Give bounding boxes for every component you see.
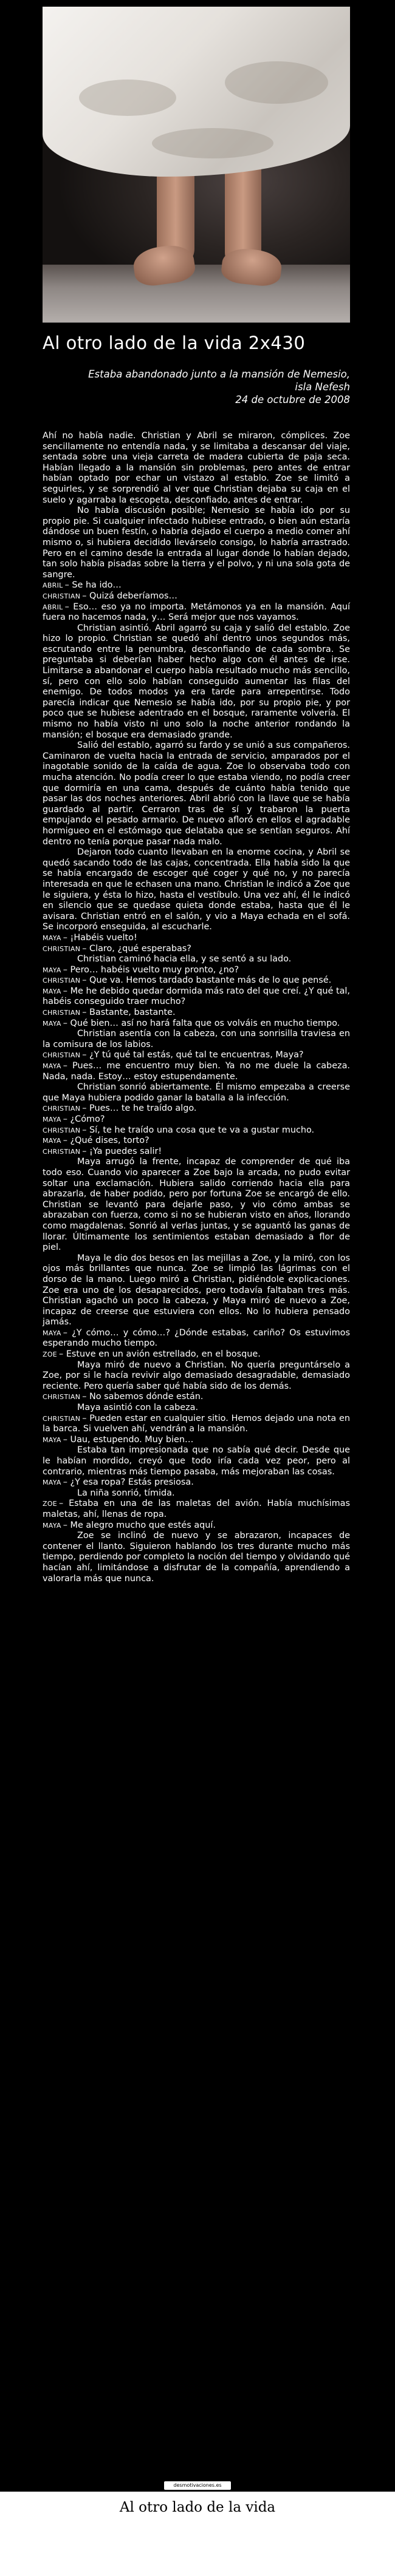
story-paragraph: MAYA – Me he debido quedar dormida más rato del que creí. ¿Y qué tal, habéis conseguido traer mucho? xyxy=(43,986,350,1007)
photo-dress xyxy=(43,7,350,177)
story-paragraph: MAYA – ¿Qué dises, torto? xyxy=(43,1136,149,1146)
paragraph-text: Maya le dio dos besos en las mejillas a Zoe, y la miró, con los ojos más brillantes que nunca. Zoe se limpió las lágrimas con el dorso de la mano. Luego miró a Christian, pidiéndole explicaciones. Zoe era uno de los desaparecidos, pero todavía faltaban tres más. Christian agachó un poco la cabeza, y Maya miró de nuevo a Zoe, incapaz de creerse que estuviera con ellos. No lo hubiera pensado jamás. xyxy=(43,1253,350,1327)
paragraph-text: Dejaron todo cuanto llevaban en la enorme cocina, y Abril se quedó sacando todo de las cajas, concentrada. Ella había sido la que se había encargado de escoger qué coger y qué no, y no parecía interesada en que le echasen una mano. Christian le indicó a Zoe que le siguiera, y ésta lo hizo, hasta el vestíbulo. Una vez ahí, él le indicó en silencio que se quedase quieta donde estaba, hasta que él le avisara. Christian entró en el salón, y vio a Maya echada en el sofá. Se incorporó enseguida, al escucharle. xyxy=(43,847,350,932)
story-paragraph: CHRISTIAN – No sabemos dónde están. xyxy=(43,1392,204,1402)
story-paragraph xyxy=(43,623,350,741)
story-paragraph: MAYA – Qué bien… así no hará falta que os volváis en mucho tiempo. xyxy=(43,1018,340,1028)
paragraph-text: Uau, estupendo. Muy bien… xyxy=(70,1434,194,1445)
story-paragraph: ZOE – Estuve en un avión estrellado, en el bosque. xyxy=(43,1349,261,1360)
paragraph-text: ¿Y tú qué tal estás, qué tal te encuentras, Maya? xyxy=(89,1050,304,1060)
paragraph-text: ¿Cómo? xyxy=(70,1114,105,1124)
paragraph-text: No sabemos dónde están. xyxy=(89,1392,204,1402)
paragraph-text: Pueden estar en cualquier sitio. Hemos dejado una nota en la barca. Si vuelven ahí, vendrán a la mansión. xyxy=(43,1413,350,1434)
speaker-label: MAYA xyxy=(43,1329,61,1337)
paragraph-text: ¡Ya puedes salir! xyxy=(89,1146,162,1156)
speaker-label: ZOE xyxy=(43,1351,58,1359)
paragraph-text: Quizá deberíamos… xyxy=(89,591,177,601)
story-paragraph: CHRISTIAN – Quizá deberíamos… xyxy=(43,591,177,601)
speaker-label: MAYA xyxy=(43,966,61,974)
story-paragraph: CHRISTIAN – ¿Y tú qué tal estás, qué tal te encuentras, Maya? xyxy=(43,1050,304,1060)
speaker-label: MAYA xyxy=(43,1137,61,1145)
paragraph-text: Me he debido quedar dormida más rato del que creí. ¿Y qué tal, habéis conseguido traer mucho? xyxy=(43,986,350,1007)
story-paragraph xyxy=(43,1082,350,1103)
paragraph-text: Maya arrugó la frente, incapaz de comprender de qué iba todo eso. Cuando vio aparecer a Zoe bajo la arcada, no pudo evitar soltar una exclamación. Hubiera salido corriendo hacia ella para abrazarla, de haber podido, pero por fortuna Zoe se encargó de ello. Christian se levantó para dejarle paso, y vio cómo ambas se abrazaban con fuerza, como si no se hubieran visto en años, llorando como magdalenas. Sonrió al verlas juntas, y se aguantó las ganas de llorar. Últimamente los sentimientos estaban demasiado a flor de piel. xyxy=(43,1157,350,1253)
story-paragraph: MAYA – ¡Habéis vuelto! xyxy=(43,932,137,943)
speaker-label: CHRISTIAN xyxy=(43,1393,81,1402)
paragraph-text: Christian sonrió abiertamente. Él mismo empezaba a creerse que Maya hubiera podido ganar la batalla a la infección. xyxy=(43,1082,350,1103)
poster-subtitle xyxy=(88,368,350,406)
story-paragraph: MAYA – Pero… habéis vuelto muy pronto, ¿no? xyxy=(43,964,239,975)
speaker-label: CHRISTIAN xyxy=(43,1051,81,1060)
story-paragraph: MAYA – ¿Y esa ropa? Estás presiosa. xyxy=(43,1477,194,1488)
story-paragraph: CHRISTIAN – ¡Ya puedes salir! xyxy=(43,1146,162,1156)
paragraph-text: Pero… habéis vuelto muy pronto, ¿no? xyxy=(70,964,239,975)
story-paragraph: ZOE – Estaba en una de las maletas del avión. Había muchísimas maletas, ahí, llenas de ropa. xyxy=(43,1499,350,1519)
story-paragraph xyxy=(43,506,350,580)
speaker-label: CHRISTIAN xyxy=(43,1105,81,1113)
speaker-label: ABRIL xyxy=(43,581,63,590)
feet-photo xyxy=(43,7,350,323)
story-paragraph: CHRISTIAN – Claro, ¿qué esperabas? xyxy=(43,943,191,954)
paragraph-text: ¿Qué dises, torto? xyxy=(70,1136,149,1146)
story-paragraph xyxy=(43,1253,350,1328)
paragraph-text: Christian asentía con la cabeza, con una sonrisilla traviesa en la comisura de los labios. xyxy=(43,1029,350,1049)
speaker-label: MAYA xyxy=(43,1479,61,1487)
speaker-label: CHRISTIAN xyxy=(43,592,81,600)
story-paragraph: MAYA – Me alegro mucho que estés aquí. xyxy=(43,1520,216,1530)
paragraph-text: Pues… me encuentro muy bien. Ya no me duele la cabeza. Nada, nada. Estoy… estoy estupendamente. xyxy=(43,1061,350,1082)
speaker-label: CHRISTIAN xyxy=(43,1126,81,1134)
story-paragraph: CHRISTIAN – Pueden estar en cualquier sitio. Hemos dejado una nota en la barca. Si vuelven ahí, vendrán a la mansión. xyxy=(43,1413,350,1434)
paragraph-text: ¡Habéis vuelto! xyxy=(70,932,137,943)
speaker-label: MAYA xyxy=(43,934,61,942)
story-paragraph xyxy=(43,1360,350,1392)
paragraph-text: Estaba tan impresionada que no sabía qué decir. Desde que le habían mordido, creyó que todo iría cada vez peor, pero al contrario, mientras más tiempo pasaba, más mejoraban las cosas. xyxy=(43,1445,350,1477)
story-paragraph xyxy=(43,1403,350,1414)
story-paragraph: MAYA – Pues… me encuentro muy bien. Ya no me duele la cabeza. Nada, nada. Estoy… estoy estupendamente. xyxy=(43,1061,350,1082)
story-paragraph: ABRIL – Se ha ido… xyxy=(43,580,122,591)
story-paragraph: MAYA – Uau, estupendo. Muy bien… xyxy=(43,1434,194,1445)
speaker-label: ZOE xyxy=(43,1500,58,1508)
paragraph-text: Estaba en una de las maletas del avión. Había muchísimas maletas, ahí, llenas de ropa. xyxy=(43,1499,350,1519)
speaker-label: MAYA xyxy=(43,1116,61,1124)
paragraph-text: No había discusión posible; Nemesio se había ido por su propio pie. Si cualquier infectado hubiese entrado, o bien aún estaría dándose un buen festín, o habría dejado el cuerpo a medio comer ahí mismo o, si hubiera decidido llevárselo consigo, lo habría arrastrado. Pero en el camino desde la entrada al lugar donde lo habían dejado, tan solo había pisadas sobre la tierra y el polvo, y ni una sola gota de sangre. xyxy=(43,506,350,580)
subtitle-line-2: isla Nefesh xyxy=(295,381,350,393)
speaker-label: MAYA xyxy=(43,1062,61,1071)
story-paragraph: ABRIL – Eso… eso ya no importa. Metámonos ya en la mansión. Aquí fuera no hacemos nada, y… Será mejor que nos vayamos. xyxy=(43,602,350,623)
story-paragraph xyxy=(43,1029,350,1050)
paragraph-text: Salió del establo, agarró su fardo y se unió a sus compañeros. Caminaron de vuelta hacia la entrada de servicio, amparados por el inagotable sonido de la caída de agua. Zoe lo observaba todo con mucha atención. No podía creer lo que estaba viendo, no podía creer que dormiría en una cama, después de cuánto había tenido que pasar las dos noches anteriores. Abril abrió con la llave que se había guardado al partir. Cerraron tras de sí y trabaron la puerta empujando el pesado armario. De nuevo afloró en ellos el agradable hormigueo en el estómago que delataba que se sentían seguros. Ahí dentro no tenía porque pasar nada malo. xyxy=(43,741,350,847)
paragraph-text: Sí, te he traído una cosa que te va a gustar mucho. xyxy=(89,1125,315,1135)
photo-floor xyxy=(43,265,350,322)
paragraph-text: ¿Y esa ropa? Estás presiosa. xyxy=(70,1477,194,1488)
story-paragraph: CHRISTIAN – Sí, te he traído una cosa que te va a gustar mucho. xyxy=(43,1125,315,1135)
paragraph-text: Claro, ¿qué esperabas? xyxy=(89,943,191,954)
poster-title: Al otro lado de la vida 2x430 xyxy=(43,333,306,353)
paragraph-text: Estuve en un avión estrellado, en el bosque. xyxy=(66,1349,261,1360)
speaker-label: MAYA xyxy=(43,987,61,995)
story-paragraph xyxy=(43,1531,350,1584)
subtitle-line-3: 24 de octubre de 2008 xyxy=(235,394,350,405)
story-paragraph xyxy=(43,1488,350,1499)
story-paragraph xyxy=(43,1157,350,1253)
speaker-label: MAYA xyxy=(43,1019,61,1028)
paragraph-text: Ahí no había nadie. Christian y Abril se miraron, cómplices. Zoe sencillamente no entendía nada, y se limitaba a descansar del viaje, sentada sobre una vieja carreta de madera cubierta de paja seca. Habían llegado a la mansión sin problemas, pero antes de entrar habían optado por echar un vistazo al establo. Zoe se limitó a seguirles, y se sorprendió al ver que Christian dejaba su caja en el suelo y agarraba la escopeta, desconfiado, antes de entrar. xyxy=(43,431,350,505)
site-credit[interactable]: desmotivaciones.es xyxy=(164,2481,231,2490)
subtitle-line-1: Estaba abandonado junto a la mansión de Nemesio, xyxy=(88,368,350,380)
story-paragraph: MAYA – ¿Y cómo… y cómo…? ¿Dónde estabas, cariño? Os estuvimos esperando mucho tiempo. xyxy=(43,1327,350,1349)
story-paragraph: CHRISTIAN – Que va. Hemos tardado bastante más de lo que pensé. xyxy=(43,975,332,986)
story-paragraph: CHRISTIAN – Bastante, bastante. xyxy=(43,1008,176,1018)
story-paragraph xyxy=(43,741,350,847)
paragraph-text: La niña sonrió, tímida. xyxy=(77,1488,175,1498)
story-paragraph xyxy=(43,954,350,965)
paragraph-text: Me alegro mucho que estés aquí. xyxy=(70,1520,216,1530)
paragraph-text: Eso… eso ya no importa. Metámonos ya en la mansión. Aquí fuera no hacemos nada, y… Será mejor que nos vayamos. xyxy=(43,602,350,623)
speaker-label: CHRISTIAN xyxy=(43,1147,81,1156)
speaker-label: CHRISTIAN xyxy=(43,977,81,985)
paragraph-text: Se ha ido… xyxy=(72,580,122,591)
speaker-label: CHRISTIAN xyxy=(43,1009,81,1017)
story-paragraph xyxy=(43,847,350,933)
story-paragraph: CHRISTIAN – Pues… te he traído algo. xyxy=(43,1103,197,1114)
speaker-label: ABRIL xyxy=(43,603,63,611)
story-paragraph: MAYA – ¿Cómo? xyxy=(43,1114,105,1124)
paragraph-text: Pues… te he traído algo. xyxy=(89,1103,197,1114)
speaker-label: MAYA xyxy=(43,1435,61,1444)
story-paragraph xyxy=(43,431,350,506)
paragraph-text: Christian asintió. Abril agarró su caja y salió del establo. Zoe hizo lo propio. Christian se quedó ahí dentro unos segundos más, escrutando entre la penumbra, desconfiando de cada sombra. Se preguntaba si deberían haber hecho algo con él antes de irse. Limitarse a abandonar el cuerpo había resultado mucho más sencillo, sí, pero con ello solo habían conseguido aumentar las filas del enemigo. De todos modos ya era tarde para arrepentirse. Todo parecía indicar que Nemesio se había ido, por su propio pie, y por poco que se hubiese adentrado en el bosque, raramente volvería. El mismo no había visto ni uno solo la noche anterior rondando la mansión; el bosque era demasiado grande. xyxy=(43,623,350,740)
paragraph-text: Qué bien… así no hará falta que os volváis en mucho tiempo. xyxy=(70,1018,340,1028)
story-paragraph xyxy=(43,1445,350,1477)
poster-caption: Al otro lado de la vida xyxy=(119,2500,276,2515)
paragraph-text: Maya miró de nuevo a Christian. No quería preguntárselo a Zoe, por si le hacía revivir algo demasiado desagradable, demasiado reciente. Pero quería saber qué había sido de los demás. xyxy=(43,1360,350,1391)
paragraph-text: Zoe se inclinó de nuevo y se abrazaron, incapaces de contener el llanto. Siguieron hablando los tres durante mucho más tiempo, perdiendo por completo la noción del tiempo y olvidando qué hacían ahí, limitándose a disfrutar de la compañía, aprendiendo a valorarla más que nunca. xyxy=(43,1531,350,1584)
paragraph-text: Christian caminó hacia ella, y se sentó a su lado. xyxy=(77,954,292,964)
speaker-label: CHRISTIAN xyxy=(43,944,81,953)
speaker-label: CHRISTIAN xyxy=(43,1414,81,1423)
paragraph-text: Que va. Hemos tardado bastante más de lo que pensé. xyxy=(89,975,332,986)
paragraph-text: Bastante, bastante. xyxy=(89,1008,176,1018)
paragraph-text: Maya asintió con la cabeza. xyxy=(77,1403,199,1413)
paragraph-text: ¿Y cómo… y cómo…? ¿Dónde estabas, cariño? Os estuvimos esperando mucho tiempo. xyxy=(43,1327,350,1349)
speaker-label: MAYA xyxy=(43,1521,61,1530)
story-text xyxy=(43,431,350,1584)
